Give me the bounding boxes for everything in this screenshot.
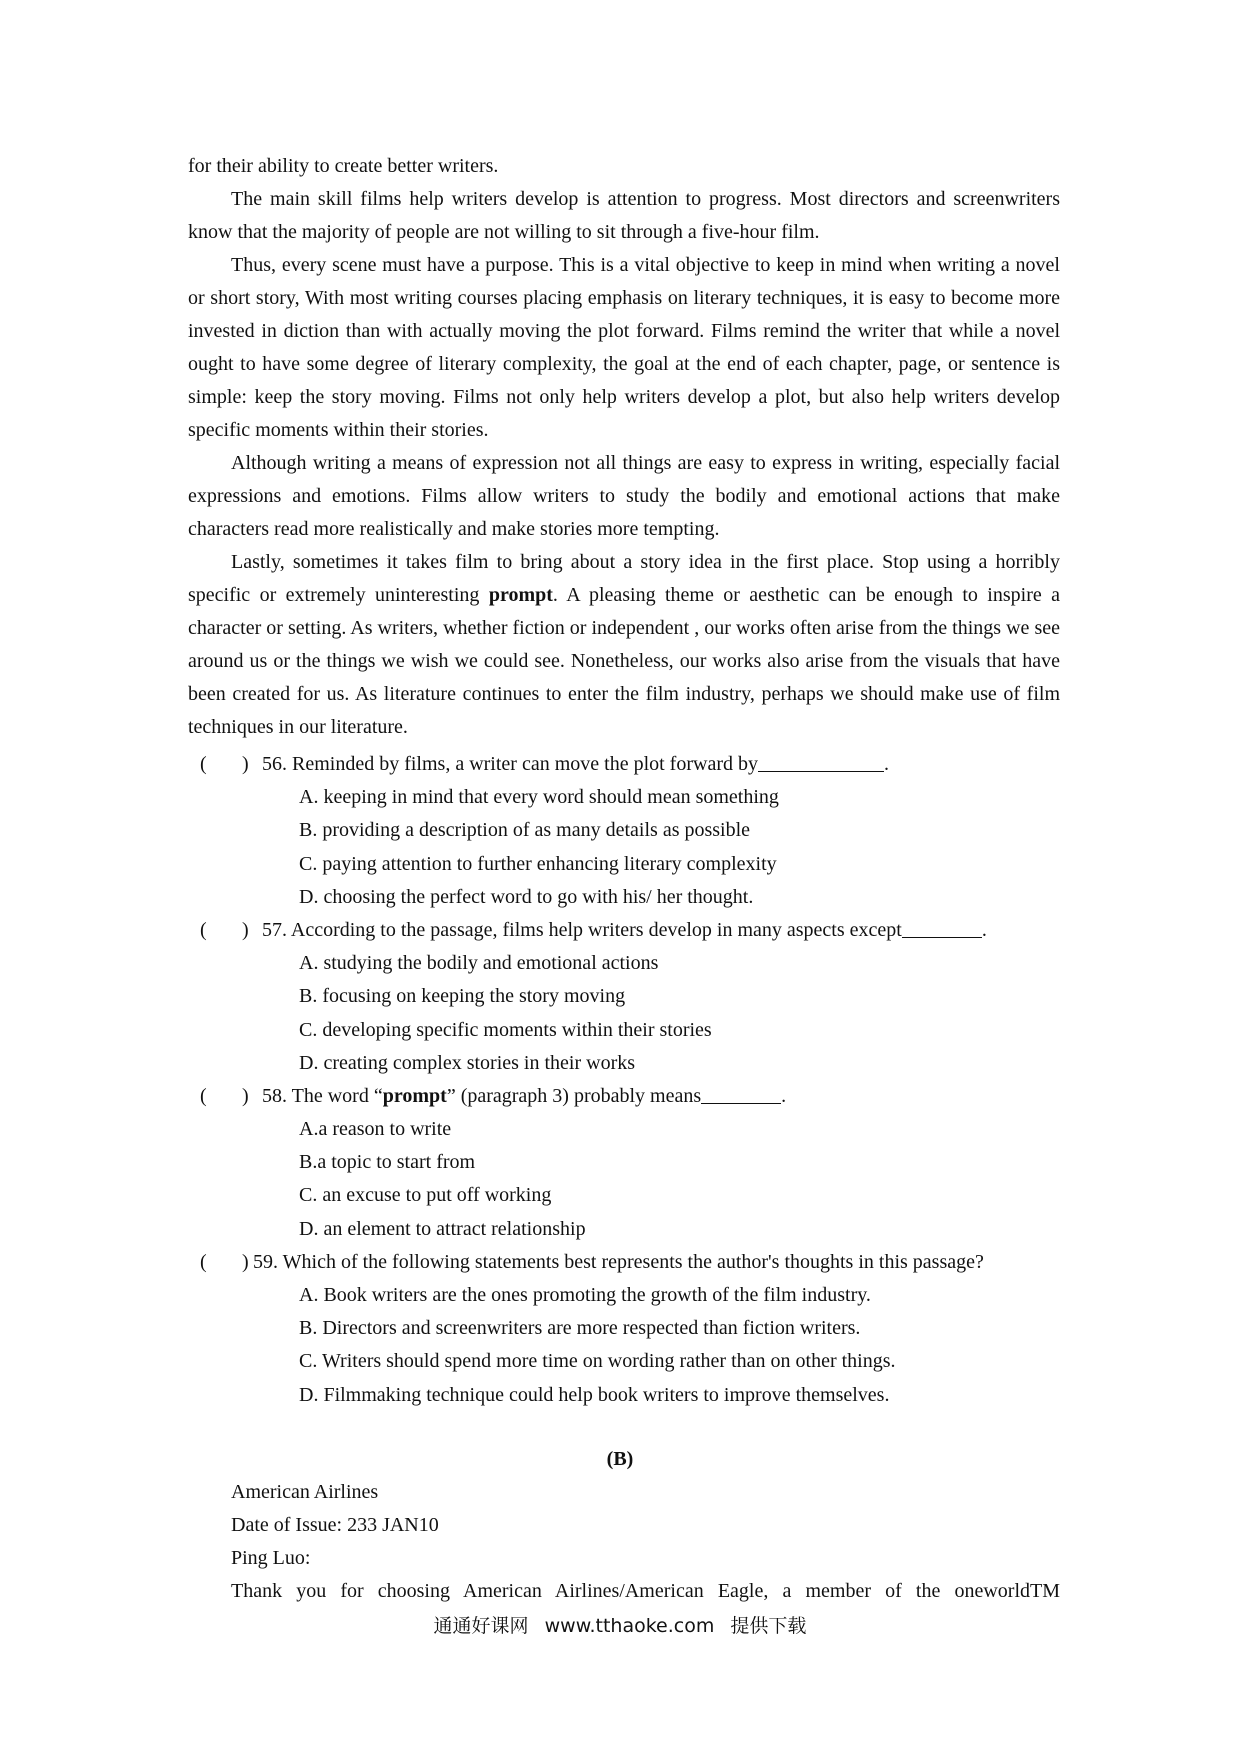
letter-line-recipient: Ping Luo: <box>231 1547 311 1569</box>
question-58-stem <box>188 1080 1068 1113</box>
keyword-prompt: prompt <box>382 1084 447 1107</box>
answer-paren-open: ( <box>200 753 207 775</box>
answer-paren-close: ) <box>242 918 249 941</box>
option-58-b: B.a topic to start from <box>299 1151 476 1174</box>
option-59-b: B. Directors and screenwriters are more respected than fiction writers. <box>299 1317 861 1340</box>
letter-line-body: Thank you for choosing American Airlines/American Eagle, a member of the oneworldTM <box>231 1580 1060 1602</box>
option-56-d: D. choosing the perfect word to go with his/ her thought. <box>299 885 754 908</box>
option-57-d: D. creating complex stories in their works <box>299 1051 636 1074</box>
passage-paragraph-3: Although writing a means of expression not all things are easy to express in writing, especially facial expressions and emotions. Films allow writers to study the bodily and emotional actions that make characters read more realistically and make stories more tempting. <box>188 452 1060 540</box>
letter-line-airline: American Airlines <box>231 1481 379 1503</box>
option-59-a: A. Book writers are the ones promoting the growth of the film industry. <box>299 1284 871 1306</box>
answer-paren-close: ) <box>242 1250 249 1273</box>
option-56-c: C. paying attention to further enhancing literary complexity <box>299 852 777 875</box>
answer-paren-open: ( <box>200 1084 207 1107</box>
footer-note: 提供下载 <box>730 1615 807 1637</box>
answer-blank <box>902 917 982 938</box>
page-footer <box>0 1612 1240 1640</box>
footer-url[interactable]: www.tthaoke.com <box>544 1615 715 1637</box>
airline-letter <box>231 1476 1060 1608</box>
answer-paren-open: ( <box>200 918 207 941</box>
question-56-text: 56. Reminded by films, a writer can move the plot forward by <box>262 753 758 775</box>
answer-paren-close: ) <box>242 1084 249 1107</box>
option-58-c: C. an excuse to put off working <box>299 1184 552 1207</box>
option-59-c: C. Writers should spend more time on wording rather than on other things. <box>299 1350 896 1373</box>
keyword-prompt: prompt <box>488 584 553 606</box>
option-57-b: B. focusing on keeping the story moving <box>299 985 626 1008</box>
question-57-end: . <box>981 918 987 941</box>
option-57-a: A. studying the bodily and emotional actions <box>299 952 659 975</box>
question-58-text-a: 58. The word “ <box>262 1084 383 1107</box>
answer-paren-close: ) <box>242 753 249 775</box>
option-59-d: D. Filmmaking technique could help book writers to improve themselves. <box>299 1383 890 1406</box>
answer-blank <box>758 751 884 772</box>
option-56-a: A. keeping in mind that every word should mean something <box>299 786 779 809</box>
question-text <box>262 914 987 947</box>
question-list <box>188 748 1068 1412</box>
question-57-text: 57. According to the passage, films help writers develop in many aspects except <box>262 918 902 941</box>
question-text <box>262 748 889 781</box>
option-58-a: A.a reason to write <box>299 1118 452 1141</box>
question-56-stem <box>188 748 1068 781</box>
option-58-d: D. an element to attract relationship <box>299 1217 586 1240</box>
passage-paragraph-4 <box>188 546 1060 744</box>
letter-line-date: Date of Issue: 233 JAN10 <box>231 1514 439 1536</box>
question-59-stem <box>188 1246 1068 1279</box>
option-56-b: B. providing a description of as many details as possible <box>299 819 751 842</box>
option-57-c: C. developing specific moments within their stories <box>299 1018 712 1041</box>
answer-blank <box>701 1083 781 1104</box>
question-58-end: . <box>781 1084 787 1107</box>
passage-paragraph-1: The main skill films help writers develop is attention to progress. Most directors and screenwriters know that the majority of people are not willing to sit through a five-hour film. <box>188 188 1060 243</box>
answer-paren-open: ( <box>200 1250 207 1273</box>
passage-paragraph-0-tail: for their ability to create better writers. <box>188 155 499 177</box>
section-b-heading: (B) <box>606 1448 634 1470</box>
passage-paragraph-2: Thus, every scene must have a purpose. This is a vital objective to keep in mind when writing a novel or short story, With most writing courses placing emphasis on literary techniques, it is easy to become more invested in diction than with actually moving the plot forward. Films remind the writer that while a novel ought to have some degree of literary complexity, the goal at the end of each chapter, page, or sentence is simple: keep the story moving. Films not only help writers develop a plot, but also help writers develop specific moments within their stories. <box>188 254 1060 441</box>
footer-site-name: 通通好课网 <box>433 1615 529 1637</box>
passage-paragraph-4-part-b: . A pleasing theme or aesthetic can be enough to inspire a character or setting. As writers, whether fiction or independent , our works often arise from the things we see around us or the things we wish we could see. Nonetheless, our works also arise from the visuals that have been created for us. As literature continues to enter the film industry, perhaps we should make use of film techniques in our literature. <box>188 584 1061 738</box>
question-text <box>262 1080 786 1113</box>
question-57-stem <box>188 914 1068 947</box>
question-56-end: . <box>884 753 889 775</box>
question-59-text: 59. Which of the following statements best represents the author's thoughts in this passage? <box>253 1250 984 1273</box>
reading-passage <box>188 150 1060 744</box>
passage-paragraph-4-part-a: Lastly, sometimes it takes film to bring about a story idea in the first place. Stop using a horribly specific or extremely uninteresting <box>188 551 1060 606</box>
question-58-text-b: ” (paragraph 3) probably means <box>446 1084 702 1107</box>
